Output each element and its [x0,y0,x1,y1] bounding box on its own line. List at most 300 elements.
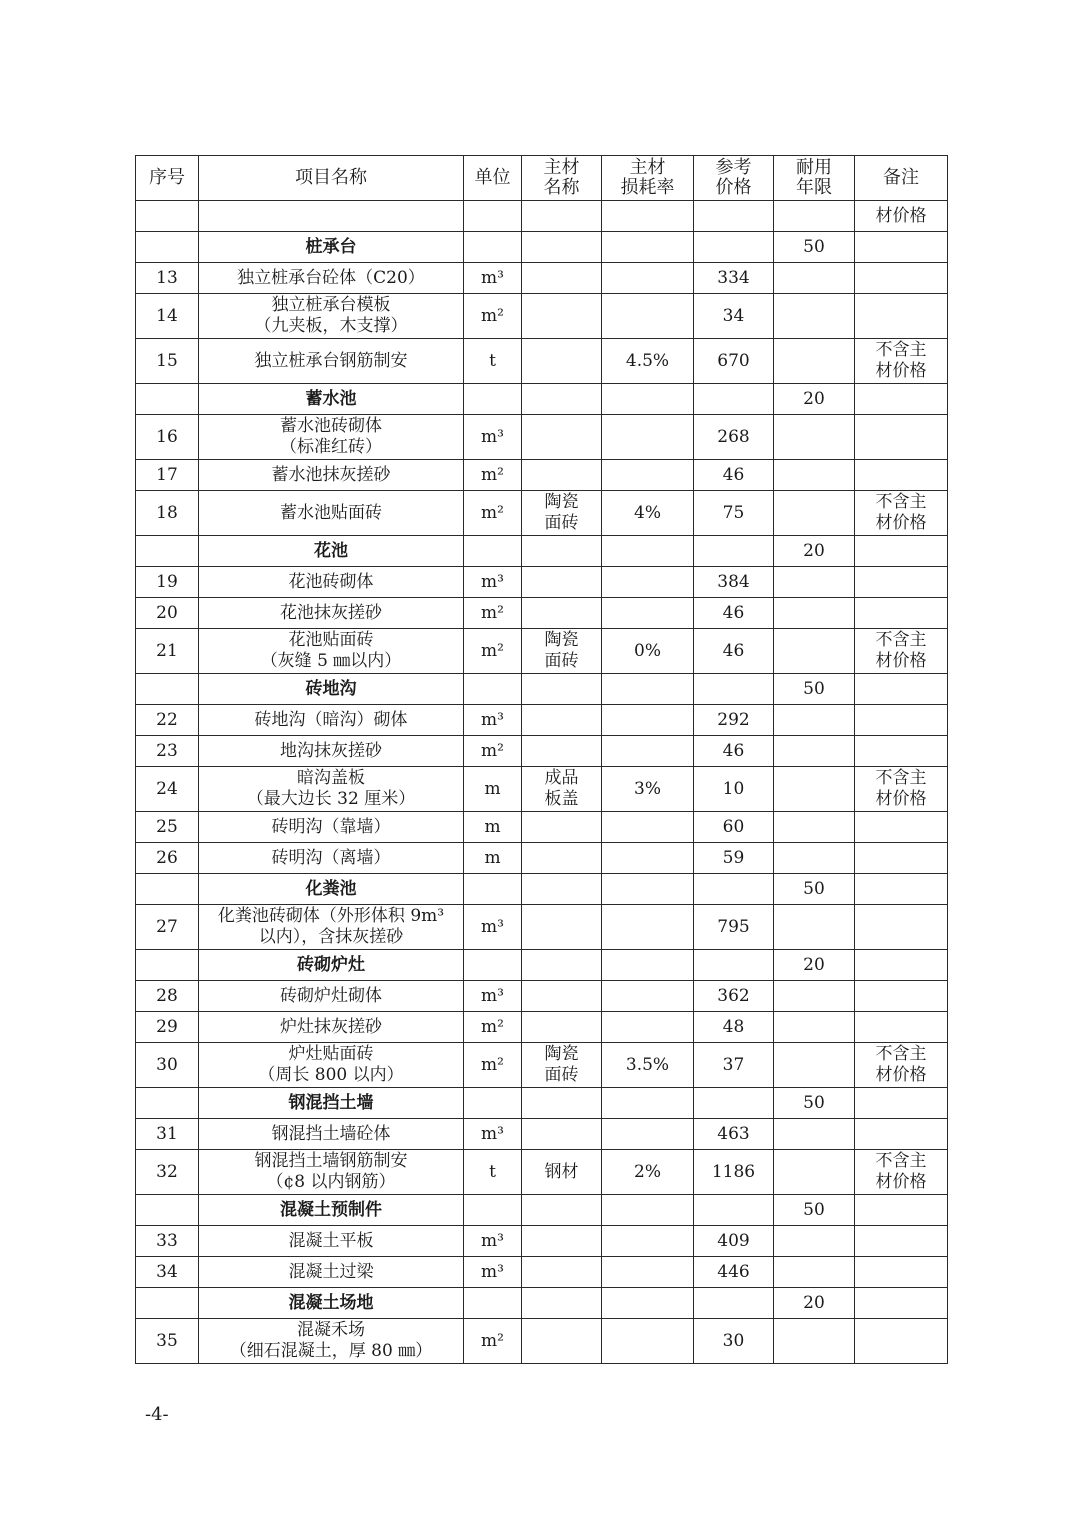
cell-remark [855,598,948,629]
cell-name: 独立桩承台模板 （九夹板，木支撑） [199,294,464,339]
cell-life [774,705,855,736]
cell-loss [602,1319,694,1364]
cell-remark [855,736,948,767]
table-row [136,263,948,294]
cell-material: 陶瓷 面砖 [522,629,602,674]
cell-life [774,812,855,843]
table-row [136,1043,948,1088]
cell-material [522,1257,602,1288]
cell-material [522,598,602,629]
cell-life [774,767,855,812]
cell-remark: 不含主 材价格 [855,1150,948,1195]
cell-life: 50 [774,1195,855,1226]
cell-unit: m² [464,1012,522,1043]
cell-remark: 不含主 材价格 [855,1043,948,1088]
section-row [136,874,948,905]
cell-price: 48 [694,1012,774,1043]
cell-unit: m³ [464,981,522,1012]
cell-material [522,567,602,598]
header-name: 项目名称 [199,156,464,201]
cell-unit: t [464,1150,522,1195]
cell-remark: 不含主 材价格 [855,491,948,536]
cell-material [522,1088,602,1119]
cell-material [522,263,602,294]
cell-remark [855,843,948,874]
cell-name: 混凝土过梁 [199,1257,464,1288]
cell-loss [602,1119,694,1150]
cell-no: 28 [136,981,199,1012]
cell-price [694,1088,774,1119]
cell-name: 混凝土平板 [199,1226,464,1257]
cell-price: 34 [694,294,774,339]
cell-loss [602,415,694,460]
cell-life [774,905,855,950]
cell-material [522,1119,602,1150]
cell-loss [602,950,694,981]
cell-name: 花池贴面砖 （灰缝 5 ㎜以内） [199,629,464,674]
cell-material: 陶瓷 面砖 [522,491,602,536]
cell-unit [464,1195,522,1226]
cell-no: 30 [136,1043,199,1088]
cell-material [522,1288,602,1319]
section-row [136,384,948,415]
cell-name: 蓄水池 [199,384,464,415]
cell-name: 砖砌炉灶 [199,950,464,981]
cell-price: 384 [694,567,774,598]
section-row [136,674,948,705]
cell-price: 46 [694,629,774,674]
cell-no: 25 [136,812,199,843]
cell-life: 20 [774,536,855,567]
cell-no: 33 [136,1226,199,1257]
cell-name: 炉灶抹灰搓砂 [199,1012,464,1043]
cell-life: 50 [774,674,855,705]
cell-material [522,674,602,705]
cell-price: 59 [694,843,774,874]
cell-remark [855,384,948,415]
cell-no: 24 [136,767,199,812]
cell-price [694,950,774,981]
cell-price: 670 [694,339,774,384]
cell-unit: m³ [464,1257,522,1288]
cell-remark [855,415,948,460]
cell-no: 15 [136,339,199,384]
cell-price: 46 [694,736,774,767]
cell-life [774,415,855,460]
cell-loss [602,232,694,263]
cell-life: 20 [774,1288,855,1319]
cell-unit: m² [464,629,522,674]
cell-name: 蓄水池抹灰搓砂 [199,460,464,491]
cell-life [774,1319,855,1364]
cell-no: 17 [136,460,199,491]
cell-material [522,415,602,460]
cell-remark [855,1012,948,1043]
cell-material [522,736,602,767]
cell-no: 34 [136,1257,199,1288]
cell-life [774,1150,855,1195]
cell-loss [602,981,694,1012]
cell-name: 独立桩承台砼体（C20） [199,263,464,294]
cell-material [522,981,602,1012]
table-row [136,1257,948,1288]
cell-unit: m³ [464,1226,522,1257]
cell-life: 50 [774,874,855,905]
cell-name: 钢混挡土墙钢筋制安 （¢8 以内钢筋） [199,1150,464,1195]
cell-price: 37 [694,1043,774,1088]
table-row [136,1012,948,1043]
cell-price: 268 [694,415,774,460]
cell-remark: 材价格 [855,201,948,232]
cell-name: 砖明沟（离墙） [199,843,464,874]
cell-no: 27 [136,905,199,950]
cell-name: 混凝土预制件 [199,1195,464,1226]
cell-material: 成品 板盖 [522,767,602,812]
cell-remark: 不含主 材价格 [855,339,948,384]
cell-material: 陶瓷 面砖 [522,1043,602,1088]
cell-remark [855,812,948,843]
cell-remark [855,1195,948,1226]
cell-no: 31 [136,1119,199,1150]
cell-remark [855,232,948,263]
table-row [136,460,948,491]
cell-life [774,1119,855,1150]
cell-material [522,950,602,981]
cell-loss: 4% [602,491,694,536]
cell-loss [602,567,694,598]
cell-loss [602,263,694,294]
cell-no: 20 [136,598,199,629]
cell-loss [602,705,694,736]
cell-loss [602,674,694,705]
cell-loss: 0% [602,629,694,674]
cell-remark [855,905,948,950]
cell-remark [855,1226,948,1257]
cell-unit [464,950,522,981]
cell-loss [602,1195,694,1226]
cell-loss: 2% [602,1150,694,1195]
header-row [136,156,948,201]
table-row [136,567,948,598]
cell-loss [602,201,694,232]
cell-price: 60 [694,812,774,843]
table-row [136,598,948,629]
cell-price [694,874,774,905]
table-row [136,1319,948,1364]
cell-unit [464,1288,522,1319]
cell-no: 29 [136,1012,199,1043]
cell-remark [855,674,948,705]
cell-life [774,736,855,767]
cell-material [522,705,602,736]
cell-remark [855,1288,948,1319]
cell-remark: 不含主 材价格 [855,629,948,674]
cell-remark [855,536,948,567]
cell-name: 地沟抹灰搓砂 [199,736,464,767]
cell-life [774,491,855,536]
cell-loss: 4.5% [602,339,694,384]
cell-name: 砖明沟（靠墙） [199,812,464,843]
cell-loss [602,536,694,567]
cell-unit: m² [464,736,522,767]
cell-material [522,384,602,415]
cell-material [522,1195,602,1226]
cell-no [136,536,199,567]
cell-unit: m² [464,491,522,536]
cell-loss [602,384,694,415]
section-row [136,950,948,981]
cell-name: 混凝土场地 [199,1288,464,1319]
cell-unit: m² [464,1043,522,1088]
cell-price [694,384,774,415]
cell-material [522,339,602,384]
cell-name: 炉灶贴面砖 （周长 800 以内） [199,1043,464,1088]
header-material: 主材 名称 [522,156,602,201]
cell-unit: m² [464,1319,522,1364]
table-row [136,1150,948,1195]
cell-remark [855,950,948,981]
cell-life [774,1043,855,1088]
cell-material [522,1226,602,1257]
cell-loss [602,1088,694,1119]
cell-no [136,950,199,981]
cell-name [199,201,464,232]
cell-material: 钢材 [522,1150,602,1195]
cell-unit: m [464,812,522,843]
cell-loss [602,598,694,629]
cell-name: 蓄水池贴面砖 [199,491,464,536]
cell-remark [855,1119,948,1150]
header-life: 耐用 年限 [774,156,855,201]
cell-life [774,1226,855,1257]
cell-no [136,1088,199,1119]
cell-no [136,674,199,705]
cell-loss [602,843,694,874]
table-row [136,339,948,384]
cell-price: 292 [694,705,774,736]
cell-price: 10 [694,767,774,812]
cell-no [136,232,199,263]
cell-remark [855,294,948,339]
cell-remark [855,1319,948,1364]
cell-unit [464,674,522,705]
cell-price [694,1195,774,1226]
table-row [136,415,948,460]
cell-no: 18 [136,491,199,536]
cell-life [774,263,855,294]
cell-loss [602,874,694,905]
cell-name: 砖砌炉灶砌体 [199,981,464,1012]
cell-price [694,536,774,567]
cell-unit: m³ [464,705,522,736]
cell-price: 795 [694,905,774,950]
cell-no: 26 [136,843,199,874]
cell-unit [464,201,522,232]
cell-material [522,1319,602,1364]
cell-no [136,201,199,232]
cell-price: 1186 [694,1150,774,1195]
table-row [136,767,948,812]
cell-material [522,874,602,905]
cell-loss [602,1012,694,1043]
cell-no: 23 [136,736,199,767]
cell-loss: 3% [602,767,694,812]
cell-name: 化粪池 [199,874,464,905]
cell-loss: 3.5% [602,1043,694,1088]
cell-no: 21 [136,629,199,674]
cell-no: 16 [136,415,199,460]
cell-life [774,1257,855,1288]
cell-price: 463 [694,1119,774,1150]
section-row [136,1288,948,1319]
cell-loss [602,1257,694,1288]
cell-material [522,232,602,263]
cell-unit: m³ [464,905,522,950]
cell-price [694,674,774,705]
cell-no: 14 [136,294,199,339]
cell-price: 334 [694,263,774,294]
table-row [136,905,948,950]
cell-loss [602,736,694,767]
cell-no [136,384,199,415]
cell-life [774,629,855,674]
cell-life [774,201,855,232]
cell-remark [855,460,948,491]
cell-life: 50 [774,232,855,263]
cell-unit: m [464,843,522,874]
cell-material [522,1012,602,1043]
cell-unit: m³ [464,567,522,598]
cell-remark [855,705,948,736]
cell-unit: m³ [464,415,522,460]
cell-life [774,843,855,874]
cell-remark [855,981,948,1012]
cell-life [774,598,855,629]
cell-name: 桩承台 [199,232,464,263]
table-row [136,843,948,874]
cell-life [774,294,855,339]
cell-name: 花池抹灰搓砂 [199,598,464,629]
cell-unit [464,1088,522,1119]
cell-price: 409 [694,1226,774,1257]
cell-name: 化粪池砖砌体（外形体积 9m³ 以内），含抹灰搓砂 [199,905,464,950]
cell-unit: t [464,339,522,384]
cell-no: 13 [136,263,199,294]
table-row [136,491,948,536]
cell-name: 暗沟盖板 （最大边长 32 厘米） [199,767,464,812]
cell-name: 混凝禾场 （细石混凝土，厚 80 ㎜） [199,1319,464,1364]
section-row [136,232,948,263]
cell-material [522,201,602,232]
cell-price: 46 [694,460,774,491]
cell-name: 钢混挡土墙 [199,1088,464,1119]
header-loss: 主材 损耗率 [602,156,694,201]
cell-remark [855,1088,948,1119]
cell-remark [855,263,948,294]
table-row [136,1119,948,1150]
cell-no: 32 [136,1150,199,1195]
cell-no: 22 [136,705,199,736]
cell-life: 20 [774,950,855,981]
cell-no [136,874,199,905]
cell-unit: m² [464,598,522,629]
cell-material [522,843,602,874]
cell-unit [464,874,522,905]
cell-remark: 不含主 材价格 [855,767,948,812]
cell-life [774,460,855,491]
cell-life [774,981,855,1012]
cell-name: 独立桩承台钢筋制安 [199,339,464,384]
cell-unit: m² [464,294,522,339]
cell-price: 75 [694,491,774,536]
table-row [136,981,948,1012]
cell-price [694,1288,774,1319]
cell-unit: m² [464,460,522,491]
header-price: 参考 价格 [694,156,774,201]
cell-unit: m [464,767,522,812]
cell-life [774,567,855,598]
cell-no: 19 [136,567,199,598]
table-row [136,705,948,736]
table-row [136,736,948,767]
cell-price: 362 [694,981,774,1012]
cell-price [694,232,774,263]
table-row [136,1226,948,1257]
cell-material [522,905,602,950]
section-row [136,1088,948,1119]
cell-unit [464,384,522,415]
cell-name: 砖地沟（暗沟）砌体 [199,705,464,736]
cell-unit: m³ [464,263,522,294]
cell-no [136,1288,199,1319]
cell-loss [602,905,694,950]
cell-material [522,294,602,339]
section-row [136,536,948,567]
table-row [136,629,948,674]
cell-life [774,1012,855,1043]
cell-life: 20 [774,384,855,415]
cell-remark [855,1257,948,1288]
cell-material [522,460,602,491]
cell-no [136,1195,199,1226]
cell-loss [602,1288,694,1319]
header-remark: 备注 [855,156,948,201]
cell-unit [464,232,522,263]
section-row [136,1195,948,1226]
cell-unit: m³ [464,1119,522,1150]
cell-price: 46 [694,598,774,629]
cell-loss [602,812,694,843]
cell-name: 砖地沟 [199,674,464,705]
page-number: -4- [145,1404,169,1425]
cell-name: 蓄水池砖砌体 （标准红砖） [199,415,464,460]
cell-price: 30 [694,1319,774,1364]
cell-material [522,536,602,567]
price-table [135,155,948,1364]
cell-no: 35 [136,1319,199,1364]
table-row [136,812,948,843]
cell-remark [855,874,948,905]
cell-remark [855,567,948,598]
cell-price [694,201,774,232]
table-row [136,201,948,232]
table-body [136,201,948,1364]
cell-life [774,339,855,384]
cell-price: 446 [694,1257,774,1288]
cell-unit [464,536,522,567]
table-row [136,294,948,339]
cell-loss [602,294,694,339]
